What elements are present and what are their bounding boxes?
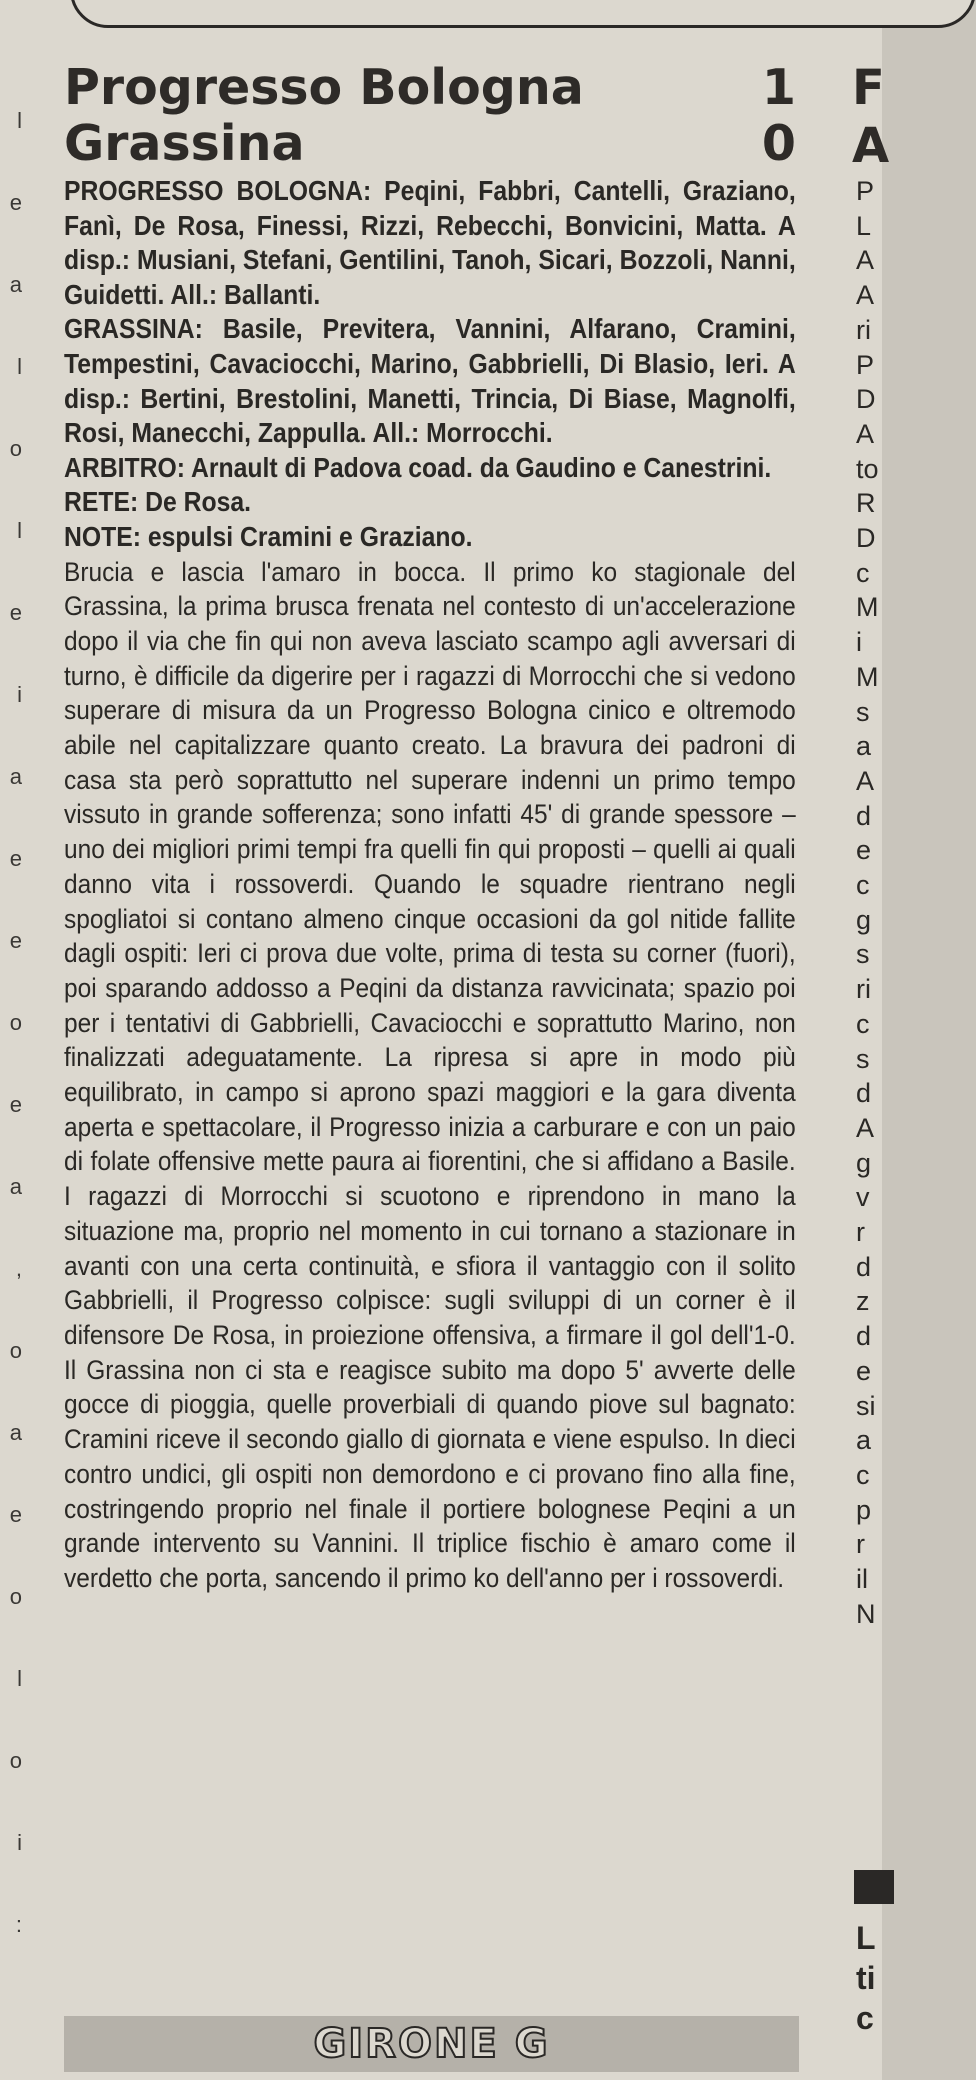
article-body-text: Brucia e lascia l'amaro in bocca. Il primo ko stagionale del Grassina, la prima brusca frenata nel contesto di un'accelerazione dopo il via che fin qui non aveva lasciato scampo agli avversari di turno, è difficile da digerire per i ragazzi di Morrocchi che si vedono superare di misura da un Progresso Bologna cinico e oltremodo abile nel capitalizzare quanto creato. La bravura dei padroni di casa sta però soprattutto nel superare indenni un primo tempo vissuto in grande sofferenza; sono infatti 45' di grande spessore – uno dei migliori primi tempi fra quelli fin qui proposti – quelli ai quali danno vita i rossoverdi. Quando le squadre rientrano negli spogliatoi si contano almeno cinque occasioni da gol nitide fallite dagli ospiti: Ieri ci prova due volte, prima di testa su corner (fuori), poi sparando addosso a Peqini da distanza ravvicinata; spazio poi per i tentativi di Gabbrielli, Cavaciocchi e soprattutto Marino, non finalizzati adeguatamente. La ripresa si apre in modo più equilibrato, in campo si aprono spazi maggiori e la gara diventa aperta e spettacolare, il Progresso inizia a carburare e con un paio di folate offensive mette paura ai fiorentini, che si affidano a Basile. I ragazzi di Morrocchi si scuotono e riprendono in mano la situazione ma, proprio nel momento in cui tornano a stazionare in avanti con una certa continuità, e sfiora il vantaggio con il solito Gabbrielli, il Progresso colpisce: sugli sviluppi di un corner è il difensore De Rosa, in proiezione offensiva, a firmare il gol dell'1-0. Il Grassina non ci sta e reagisce subito ma dopo 5' avverte delle gocce di pioggia, quelle proverbiali di quando piove sul bagnato: Cramini riceve il secondo giallo di giornata e viene espulso. In dieci contro undici, gli ospiti non demordono e ci provano fino alla fine, costringendo proprio nel finale il portiere bolognese Peqini a un grande intervento su Vannini. Il triplice fischio è amaro come il verdetto che porta, sancendo il primo ko dell'anno per i rossoverdi. [64,555,796,1593]
left-fragment: a [9,272,22,297]
home-team-score: 1 [761,59,796,116]
home-team-line [64,59,796,118]
section-banner [64,2016,799,2072]
left-fragment: a [9,764,22,789]
right-fragment: c [856,1008,870,1039]
right-fragment: P [856,176,875,206]
left-fragment: e [9,600,22,625]
home-team-name: Progresso Bologna [64,59,584,116]
right-fragment: r [856,1217,865,1247]
right-fragment: P [856,349,875,380]
right-fragment: N [856,1598,876,1629]
right-fragment: R [856,488,876,519]
right-fragment: c [856,557,870,588]
left-fragment: l [17,518,22,543]
progresso-lineup: PROGRESSO BOLOGNA: Peqini, Fabbri, Cantelli, Graziano, Fanì, De Rosa, Finessi, Rizzi, Rebecchi, Bonvicini, Matta. A disp.: Musiani, Stefani, Gentilini, Tanoh, Sicari, Bozzoli, Nanni, Guidetti. All.: Ballanti. [64,175,796,310]
right-fragment: s [856,696,870,727]
right-fragment: to [856,453,879,484]
right-column-fragments [846,0,906,2080]
left-fragment: a [9,1174,22,1199]
right-fragment: s [856,1043,870,1074]
grassina-lineup: GRASSINA: Basile, Previtera, Vannini, Alfarano, Cramini, Tempestini, Cavaciocchi, Marino, Gabbrielli, Di Blasio, Ieri. A disp.: Bertini, Brestolini, Manetti, Trincia, Di Biase, Magnolfi, Rosi, Manecchi, Zappulla. All.: Morrocchi. [64,313,796,449]
right-fragment: A [856,1112,875,1143]
article-body [64,555,796,1596]
left-fragment: e [9,846,22,871]
left-fragment: : [15,1912,22,1937]
right-fragment: si [856,1390,876,1421]
left-fragment: i [17,682,22,707]
right-fragment: ri [856,974,871,1005]
left-fragment: i [17,1830,22,1855]
notes-line: NOTE: espulsi Cramini e Graziano. [64,520,473,552]
left-fragment: e [9,1092,22,1117]
left-fragment: e [9,190,22,215]
lineups-block [64,174,796,555]
previous-article-box [70,0,976,28]
right-fragment: D [856,523,876,553]
right-fragment: c [856,870,870,900]
right-fragment: A [856,418,875,449]
right-fragment: M [856,592,879,623]
right-fragment: r [856,1529,865,1560]
left-fragment: o [9,1748,22,1773]
right-fragment: D [856,384,876,415]
left-fragment: a [9,1420,22,1445]
right-bottom-fragment: c [856,2000,874,2036]
right-fragment: d [856,800,872,831]
right-fragment: M [856,661,879,692]
right-column-bar [854,1870,894,1904]
right-fragment: d [856,1251,872,1282]
right-bottom-fragment: L [856,1920,876,1956]
section-title: GIRONE G [313,2021,550,2067]
right-fragment: ri [856,314,871,345]
left-fragment: l [17,108,22,133]
away-team-name: Grassina [64,115,305,172]
away-team-score: 0 [761,115,796,172]
right-fragment: A [856,245,875,276]
left-fragment: o [9,1010,22,1035]
left-fragment: l [17,354,22,379]
left-fragment: e [9,1502,22,1527]
right-fragment: e [856,835,872,866]
right-fragment: s [856,939,870,970]
right-fragment: p [856,1494,872,1525]
right-bottom-fragment: ti [856,1960,876,1996]
right-heading-bottom: A [852,118,890,174]
right-fragment: d [856,1078,872,1109]
away-team-line [64,115,796,174]
right-fragment: i [856,627,862,658]
left-fragment: l [17,1666,22,1691]
left-fragment: , [15,1256,22,1281]
left-fragment: o [9,1584,22,1609]
right-heading-top: F [852,60,885,116]
right-fragment: z [856,1286,870,1317]
right-fragment: g [856,904,872,935]
right-fragment: e [856,1355,872,1386]
goal-line: RETE: De Rosa. [64,486,252,518]
right-fragment: a [856,731,872,762]
right-fragment: il [856,1564,868,1594]
left-fragment: o [9,436,22,461]
right-fragment: a [856,1425,872,1456]
right-fragment: d [856,1321,872,1352]
right-fragment: L [856,210,872,241]
right-fragment: c [856,1459,870,1490]
referee-line: ARBITRO: Arnault di Padova coad. da Gaudino e Canestrini. [64,451,772,483]
right-fragment: v [856,1182,870,1213]
right-fragment: A [856,765,875,796]
left-fragment: e [9,928,22,953]
match-report [64,59,796,1596]
left-column-fragments [0,0,28,2080]
right-fragment: A [856,280,875,311]
left-fragment: o [9,1338,22,1363]
right-fragment: g [856,1147,872,1178]
